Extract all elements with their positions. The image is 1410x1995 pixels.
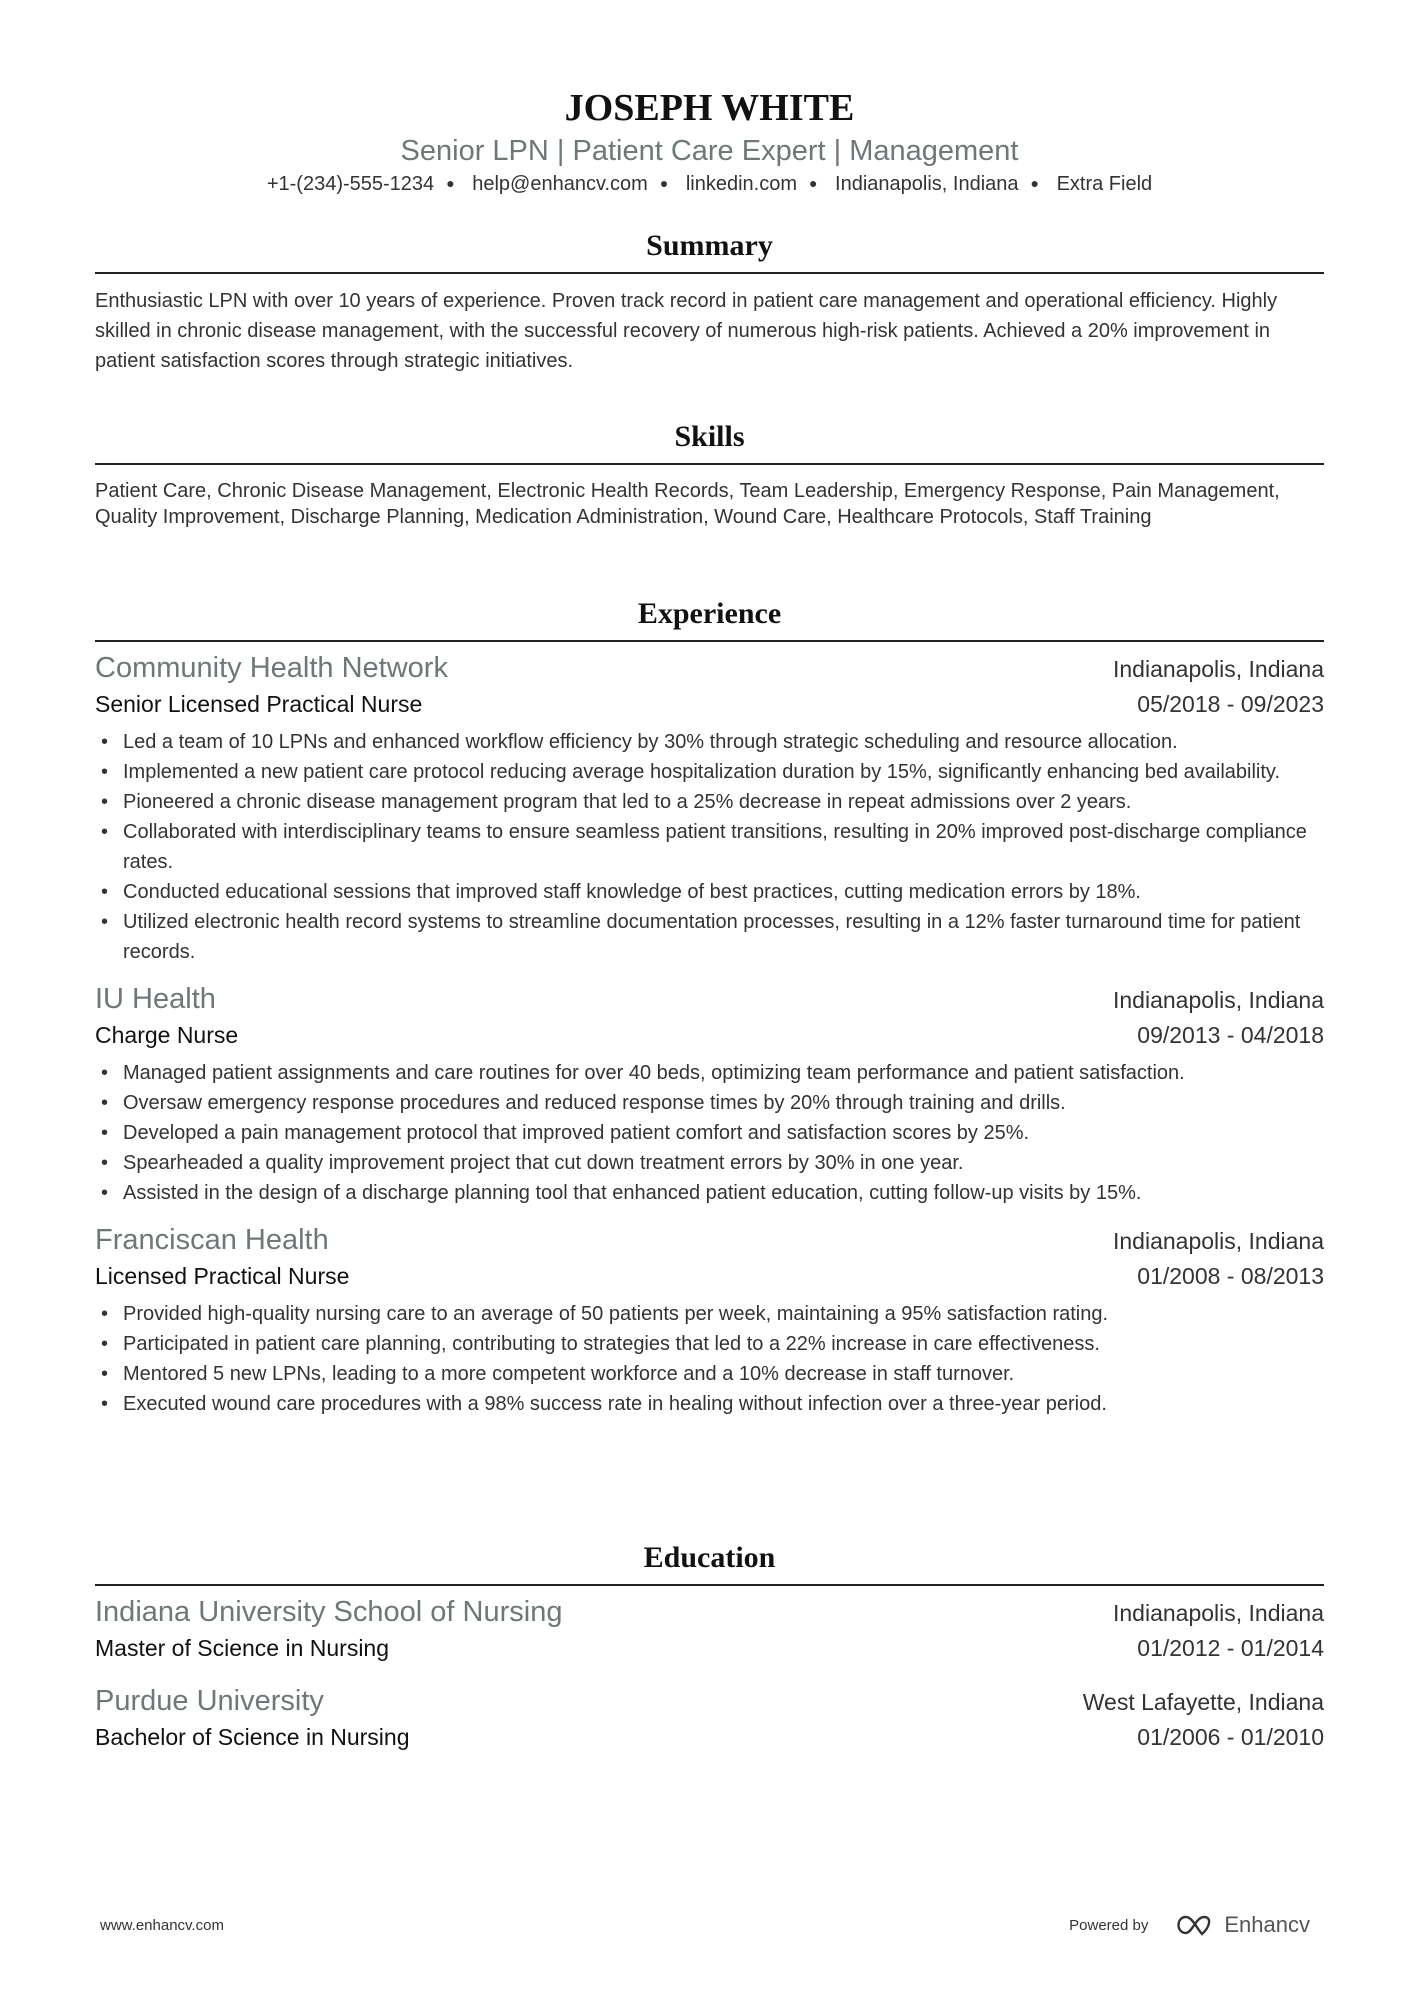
education-dates: 01/2006 - 01/2010	[1137, 1724, 1324, 1750]
divider	[95, 640, 1324, 642]
experience-section	[95, 596, 1324, 1419]
education-dates: 01/2012 - 01/2014	[1137, 1635, 1324, 1661]
summary-section	[95, 228, 1324, 376]
list-item: • Collaborated with interdisciplinary teams to ensure seamless patient transitions, resulting in 20% improved post-discharge compliance rates.	[95, 817, 1324, 877]
school-location: West Lafayette, Indiana	[1082, 1689, 1324, 1715]
list-item: • Conducted educational sessions that improved staff knowledge of best practices, cutting medication errors by 18%.	[95, 877, 1324, 907]
section-title: Skills	[674, 420, 745, 453]
footer	[100, 1912, 1310, 1938]
company-name: Community Health Network	[95, 652, 448, 684]
experience-entry	[95, 1222, 1324, 1419]
list-item: • Oversaw emergency response procedures and reduced response times by 20% through training and drills.	[95, 1088, 1324, 1118]
summary-text: Enthusiastic LPN with over 10 years of experience. Proven track record in patient care management and operational efficiency. Highly skilled in chronic disease management, with the successful recovery of numerous high-risk patients. Achieved a 20% improvement in patient satisfaction scores through strategic initiatives.	[95, 290, 1278, 372]
section-title: Summary	[646, 229, 773, 262]
divider	[95, 272, 1324, 274]
list-item: • Implemented a new patient care protocol reducing average hospitalization duration by 15%, significantly enhancing bed availability.	[95, 757, 1324, 787]
skills-section	[95, 419, 1324, 530]
list-item: • Executed wound care procedures with a 98% success rate in healing without infection over a three-year period.	[95, 1389, 1324, 1419]
divider	[95, 463, 1324, 465]
powered-by-label: Powered by	[1069, 1916, 1149, 1934]
job-location: Indianapolis, Indiana	[1113, 656, 1324, 682]
enhancv-logo	[1172, 1912, 1310, 1938]
job-title: Charge Nurse	[95, 1022, 239, 1048]
divider	[95, 1584, 1324, 1586]
extra-field: Extra Field	[1056, 173, 1153, 195]
experience-entry	[95, 981, 1324, 1208]
list-item: • Pioneered a chronic disease management program that led to a 25% decrease in repeat admissions over 2 years.	[95, 787, 1324, 817]
list-item: • Participated in patient care planning, contributing to strategies that led to a 22% increase in care effectiveness.	[95, 1329, 1324, 1359]
experience-entry	[95, 650, 1324, 967]
school-location: Indianapolis, Indiana	[1113, 1600, 1324, 1626]
skills-text: Patient Care, Chronic Disease Management, Electronic Health Records, Team Leadership, Emergency Response, Pain Management, Quality Improvement, Discharge Planning, Medication Administration, Wound Care, Healthcare Protocols, Staff Training	[95, 480, 1280, 528]
job-title: Senior Licensed Practical Nurse	[95, 691, 423, 717]
linkedin[interactable]: linkedin.com	[685, 173, 798, 195]
list-item: • Mentored 5 new LPNs, leading to a more competent workforce and a 10% decrease in staff turnover.	[95, 1359, 1324, 1389]
candidate-name: JOSEPH WHITE	[564, 87, 855, 129]
footer-website[interactable]: www.enhancv.com	[100, 1916, 224, 1934]
degree: Master of Science in Nursing	[95, 1635, 390, 1661]
list-item: • Utilized electronic health record systems to streamline documentation processes, resulting in a 12% faster turnaround time for patient records.	[95, 907, 1324, 967]
list-item: • Provided high-quality nursing care to an average of 50 patients per week, maintaining a 95% satisfaction rating.	[95, 1299, 1324, 1329]
education-entry	[95, 1594, 1324, 1665]
list-item: • Developed a pain management protocol that improved patient comfort and satisfaction scores by 25%.	[95, 1118, 1324, 1148]
company-name: IU Health	[95, 983, 216, 1015]
bullet-list	[95, 727, 1324, 967]
candidate-headline: Senior LPN | Patient Care Expert | Management	[400, 135, 1019, 167]
enhancv-logo-icon	[1172, 1913, 1216, 1937]
bullet-list	[95, 1058, 1324, 1208]
location: Indianapolis, Indiana	[835, 173, 1019, 195]
job-location: Indianapolis, Indiana	[1113, 987, 1324, 1013]
education-entry	[95, 1683, 1324, 1754]
list-item: • Assisted in the design of a discharge planning tool that enhanced patient education, cutting follow-up visits by 15%.	[95, 1178, 1324, 1208]
section-title: Education	[643, 1541, 776, 1574]
list-item: • Managed patient assignments and care routines for over 40 beds, optimizing team performance and patient satisfaction.	[95, 1058, 1324, 1088]
job-location: Indianapolis, Indiana	[1113, 1228, 1324, 1254]
email[interactable]: help@enhancv.com	[472, 173, 648, 195]
brand-name: Enhancv	[1224, 1912, 1310, 1937]
job-dates: 05/2018 - 09/2023	[1137, 691, 1324, 717]
school-name: Indiana University School of Nursing	[95, 1596, 563, 1628]
list-item: • Spearheaded a quality improvement project that cut down treatment errors by 30% in one year.	[95, 1148, 1324, 1178]
job-dates: 09/2013 - 04/2018	[1137, 1022, 1324, 1048]
contact-info: +1-(234)-555-1234 ● help@enhancv.com ● linkedin.com ● Indianapolis, Indiana ● Extra Field	[266, 173, 1153, 195]
education-section	[95, 1540, 1324, 1754]
job-title: Licensed Practical Nurse	[95, 1263, 350, 1289]
job-dates: 01/2008 - 08/2013	[1137, 1263, 1324, 1289]
list-item: • Led a team of 10 LPNs and enhanced workflow efficiency by 30% through strategic scheduling and resource allocation.	[95, 727, 1324, 757]
bullet-list	[95, 1299, 1324, 1419]
company-name: Franciscan Health	[95, 1224, 329, 1256]
degree: Bachelor of Science in Nursing	[95, 1724, 410, 1750]
section-title: Experience	[637, 597, 782, 630]
phone: +1-(234)-555-1234	[266, 173, 435, 195]
school-name: Purdue University	[95, 1685, 324, 1717]
